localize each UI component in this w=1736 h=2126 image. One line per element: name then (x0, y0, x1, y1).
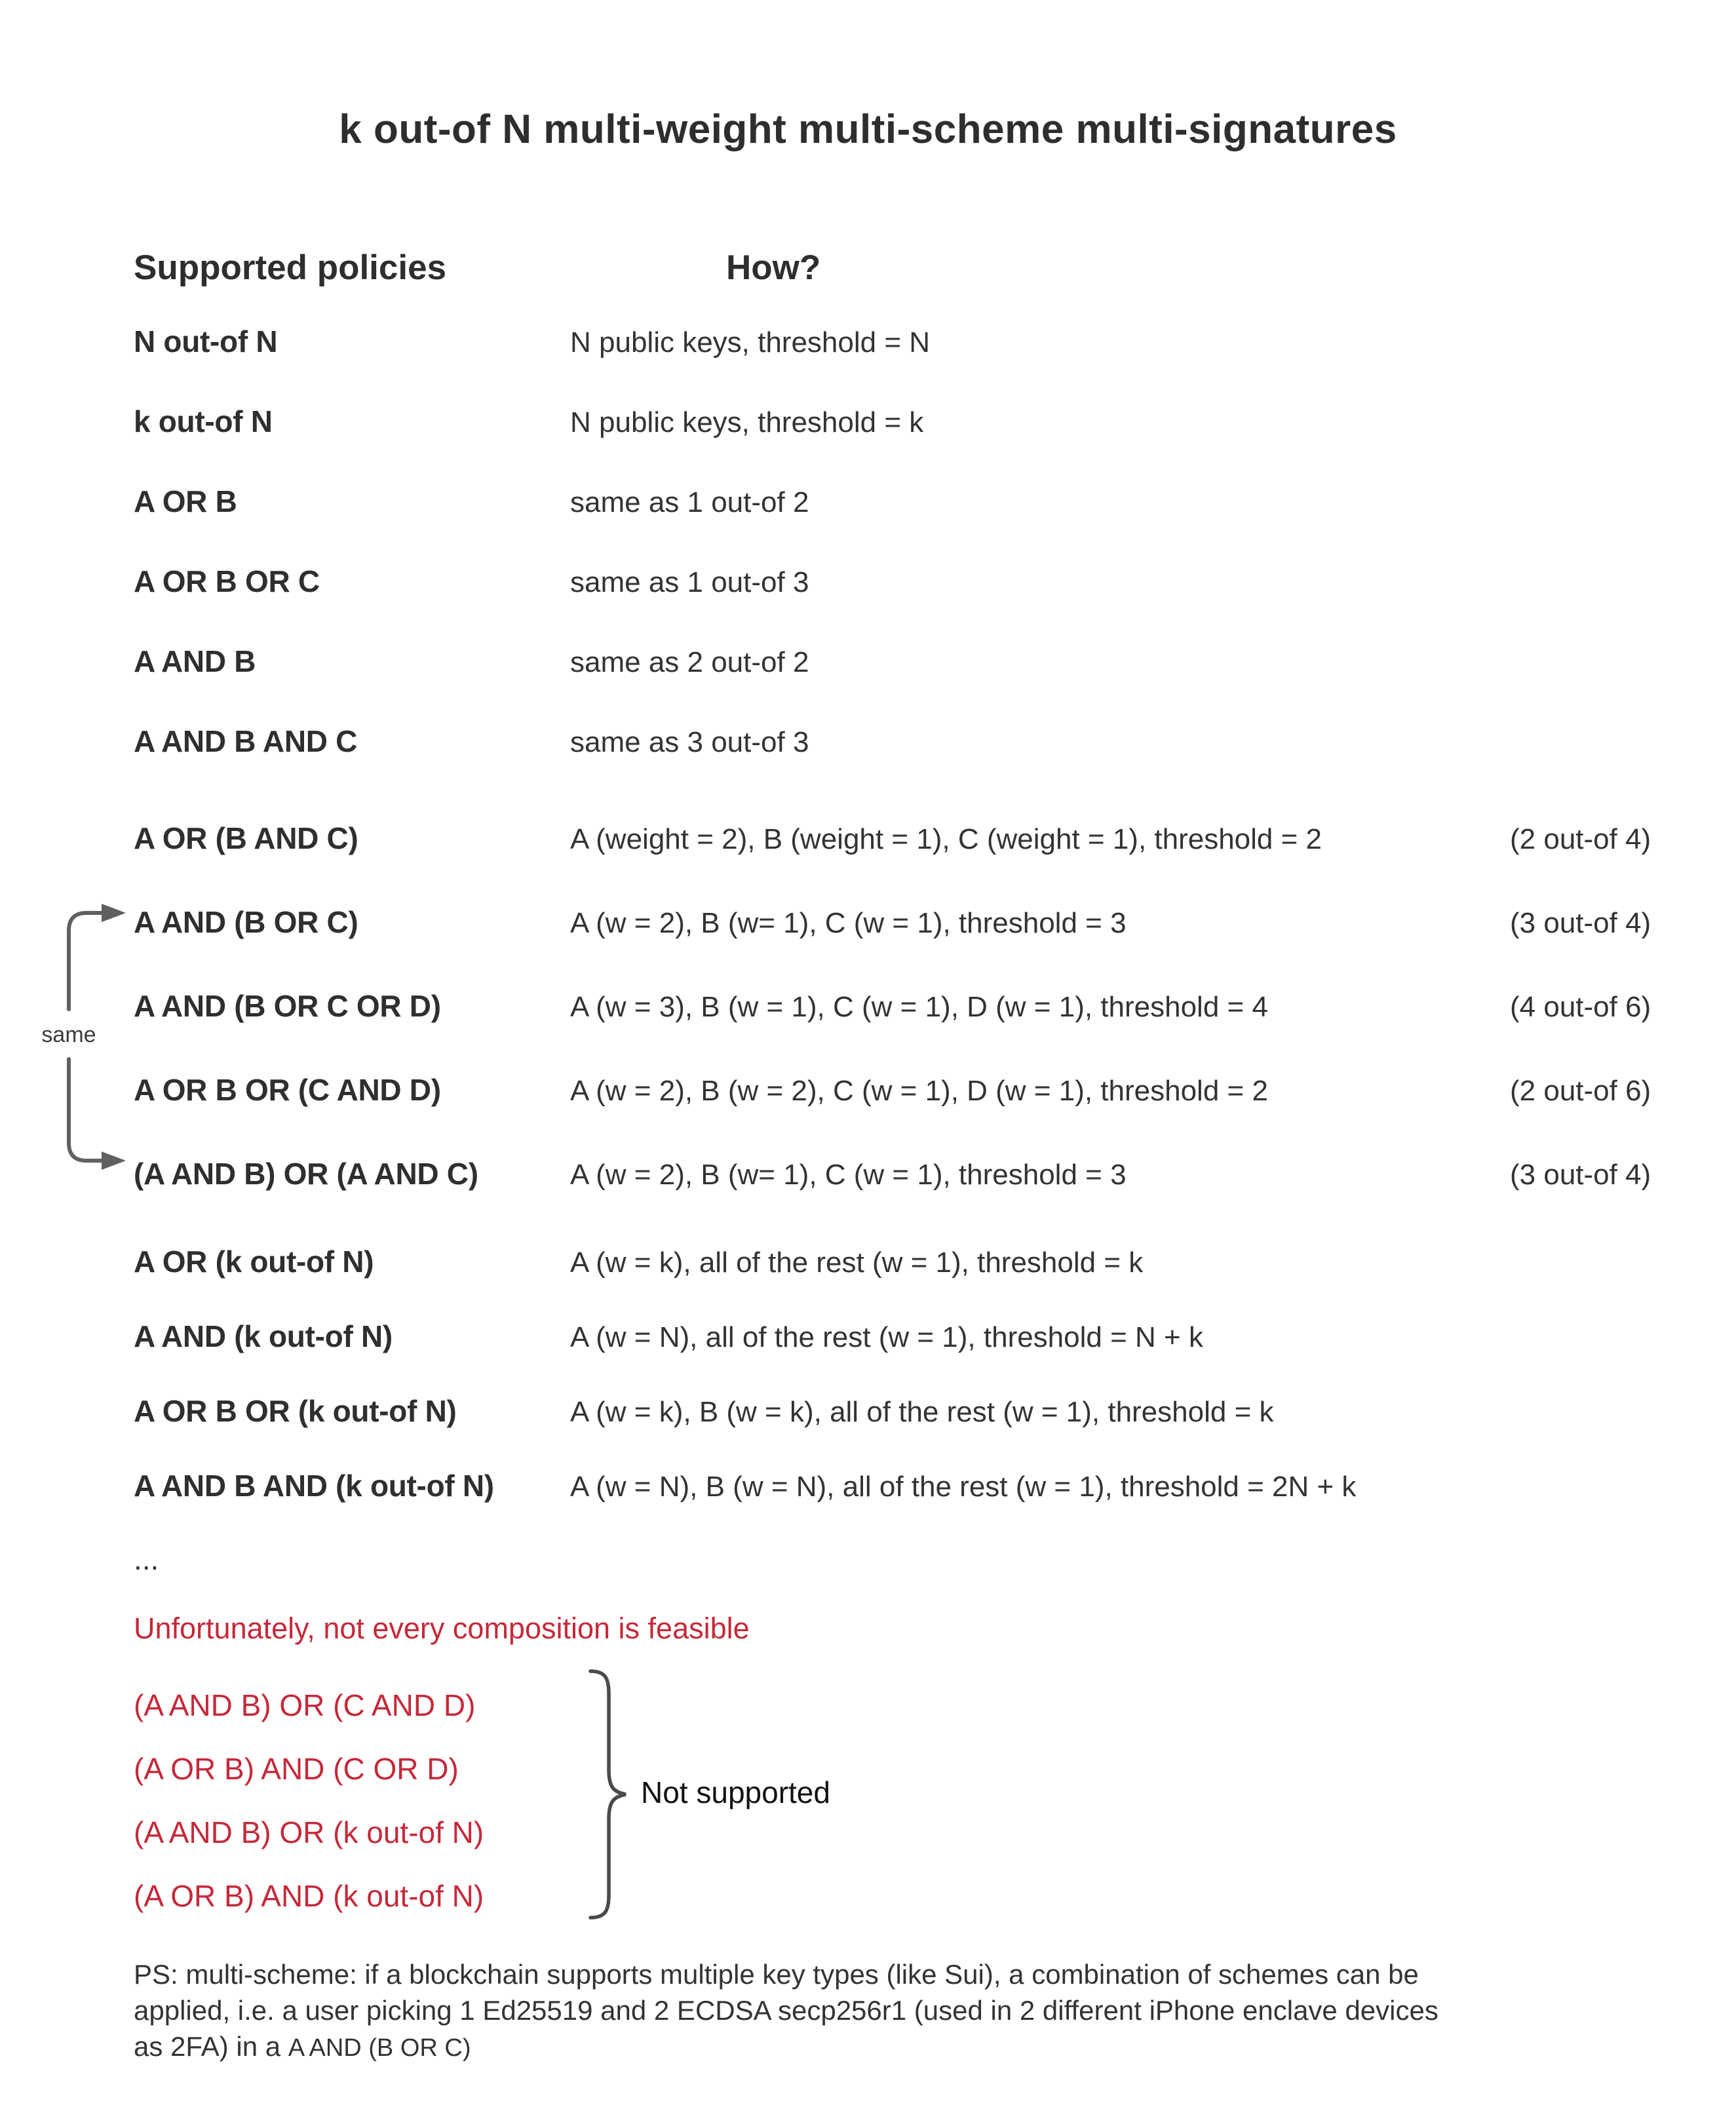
table-header-row (0, 250, 1736, 286)
infeasible-list (134, 1689, 484, 1943)
table-row (134, 990, 1700, 1024)
policy-table (134, 325, 1700, 1575)
combo-note-cell: (2 out-of 6) (1510, 1075, 1651, 1107)
table-row (134, 822, 1700, 856)
policy-cell: k out-of N (134, 404, 273, 438)
infeasible-item: (A OR B) AND (k out-of N) (134, 1879, 484, 1913)
how-cell: A (w = 2), B (w= 1), C (w = 1), threshold = 3 (570, 907, 1127, 939)
table-row (134, 906, 1700, 940)
combo-note-cell: (3 out-of 4) (1510, 1159, 1651, 1191)
how-cell: A (w = 2), B (w= 1), C (w = 1), threshold = 3 (570, 1159, 1127, 1191)
how-cell: A (weight = 2), B (weight = 1), C (weight = 1), threshold = 2 (570, 823, 1322, 855)
infeasible-item: (A AND B) OR (C AND D) (134, 1688, 476, 1722)
policy-cell: A OR B OR (k out-of N) (134, 1394, 457, 1428)
ellipsis-row: ... (134, 1542, 159, 1576)
policy-cell: A OR B OR C (134, 564, 320, 598)
ps-note-line: applied, i.e. a user picking 1 Ed25519 and 2 ECDSA secp256r1 (used in 2 different iPhone enclave devices (134, 1995, 1438, 2026)
policy-cell: (A AND B) OR (A AND C) (134, 1157, 478, 1191)
how-cell: N public keys, threshold = k (570, 406, 924, 438)
how-cell: A (w = N), B (w = N), all of the rest (w = 1), threshold = 2N + k (570, 1471, 1357, 1503)
table-row (134, 485, 1700, 519)
infeasible-item: (A OR B) AND (C OR D) (134, 1752, 459, 1786)
table-row (134, 1157, 1700, 1191)
table-row (134, 565, 1700, 599)
how-cell: same as 3 out-of 3 (570, 726, 809, 758)
arrowhead-bottom-icon (102, 1151, 126, 1170)
infeasible-heading: Unfortunately, not every composition is feasible (134, 1612, 750, 1645)
table-row (134, 725, 1700, 759)
policy-cell: N out-of N (134, 324, 278, 358)
same-label: same (41, 1022, 96, 1047)
table-row (134, 1245, 1700, 1279)
how-cell: A (w = k), all of the rest (w = 1), threshold = k (570, 1247, 1144, 1279)
table-row (134, 1073, 1700, 1108)
how-cell: A (w = 2), B (w = 2), C (w = 1), D (w = 1), threshold = 2 (570, 1075, 1268, 1107)
ps-note-line: PS: multi-scheme: if a blockchain supports multiple key types (like Sui), a combination of schemes can be (134, 1959, 1419, 1990)
column-header-policies: Supported policies (134, 248, 447, 287)
policy-cell: A OR B (134, 484, 237, 518)
ps-note-line (134, 2028, 1680, 2066)
policy-cell: A OR B OR (C AND D) (134, 1073, 441, 1107)
combo-note-cell: (2 out-of 4) (1510, 823, 1651, 855)
policy-cell: A AND B (134, 644, 256, 678)
table-row (134, 645, 1700, 679)
how-cell: A (w = N), all of the rest (w = 1), threshold = N + k (570, 1321, 1203, 1353)
how-cell: N public keys, threshold = N (570, 326, 931, 358)
policy-cell: A AND (k out-of N) (134, 1319, 393, 1353)
policy-cell: A AND B AND (k out-of N) (134, 1469, 494, 1503)
combo-note-cell: (3 out-of 4) (1510, 907, 1651, 939)
how-cell: A (w = k), B (w = k), all of the rest (w = 1), threshold = k (570, 1396, 1274, 1428)
ps-note-line3-prefix: as 2FA) in a (134, 2031, 288, 2062)
table-row (134, 405, 1700, 439)
how-cell: A (w = 3), B (w = 1), C (w = 1), D (w = 1), threshold = 4 (570, 991, 1268, 1023)
table-row (134, 325, 1700, 359)
page-title: k out-of N multi-weight multi-scheme multi-signatures (339, 107, 1397, 152)
column-header-how: How? (726, 248, 821, 287)
policy-cell: A AND (B OR C) (134, 905, 358, 939)
table-row (134, 1395, 1700, 1429)
how-cell: same as 1 out-of 3 (570, 566, 809, 598)
policy-cell: A AND B AND C (134, 724, 358, 758)
policy-cell: A OR (k out-of N) (134, 1245, 374, 1279)
ps-note (134, 1956, 1680, 2066)
combo-note-cell: (4 out-of 6) (1510, 991, 1651, 1023)
infeasible-item: (A AND B) OR (k out-of N) (134, 1815, 484, 1849)
how-cell: same as 2 out-of 2 (570, 646, 809, 678)
policy-cell: A AND (B OR C OR D) (134, 989, 441, 1023)
ps-note-policy-code: A AND (B OR C) (288, 2034, 471, 2062)
curly-brace-icon (585, 1669, 631, 1920)
arrowhead-top-icon (102, 904, 126, 922)
table-row (134, 1469, 1700, 1503)
how-cell: same as 1 out-of 2 (570, 486, 809, 518)
not-supported-label: Not supported (641, 1775, 830, 1809)
table-row (134, 1320, 1700, 1354)
policy-cell: A OR (B AND C) (134, 821, 358, 855)
